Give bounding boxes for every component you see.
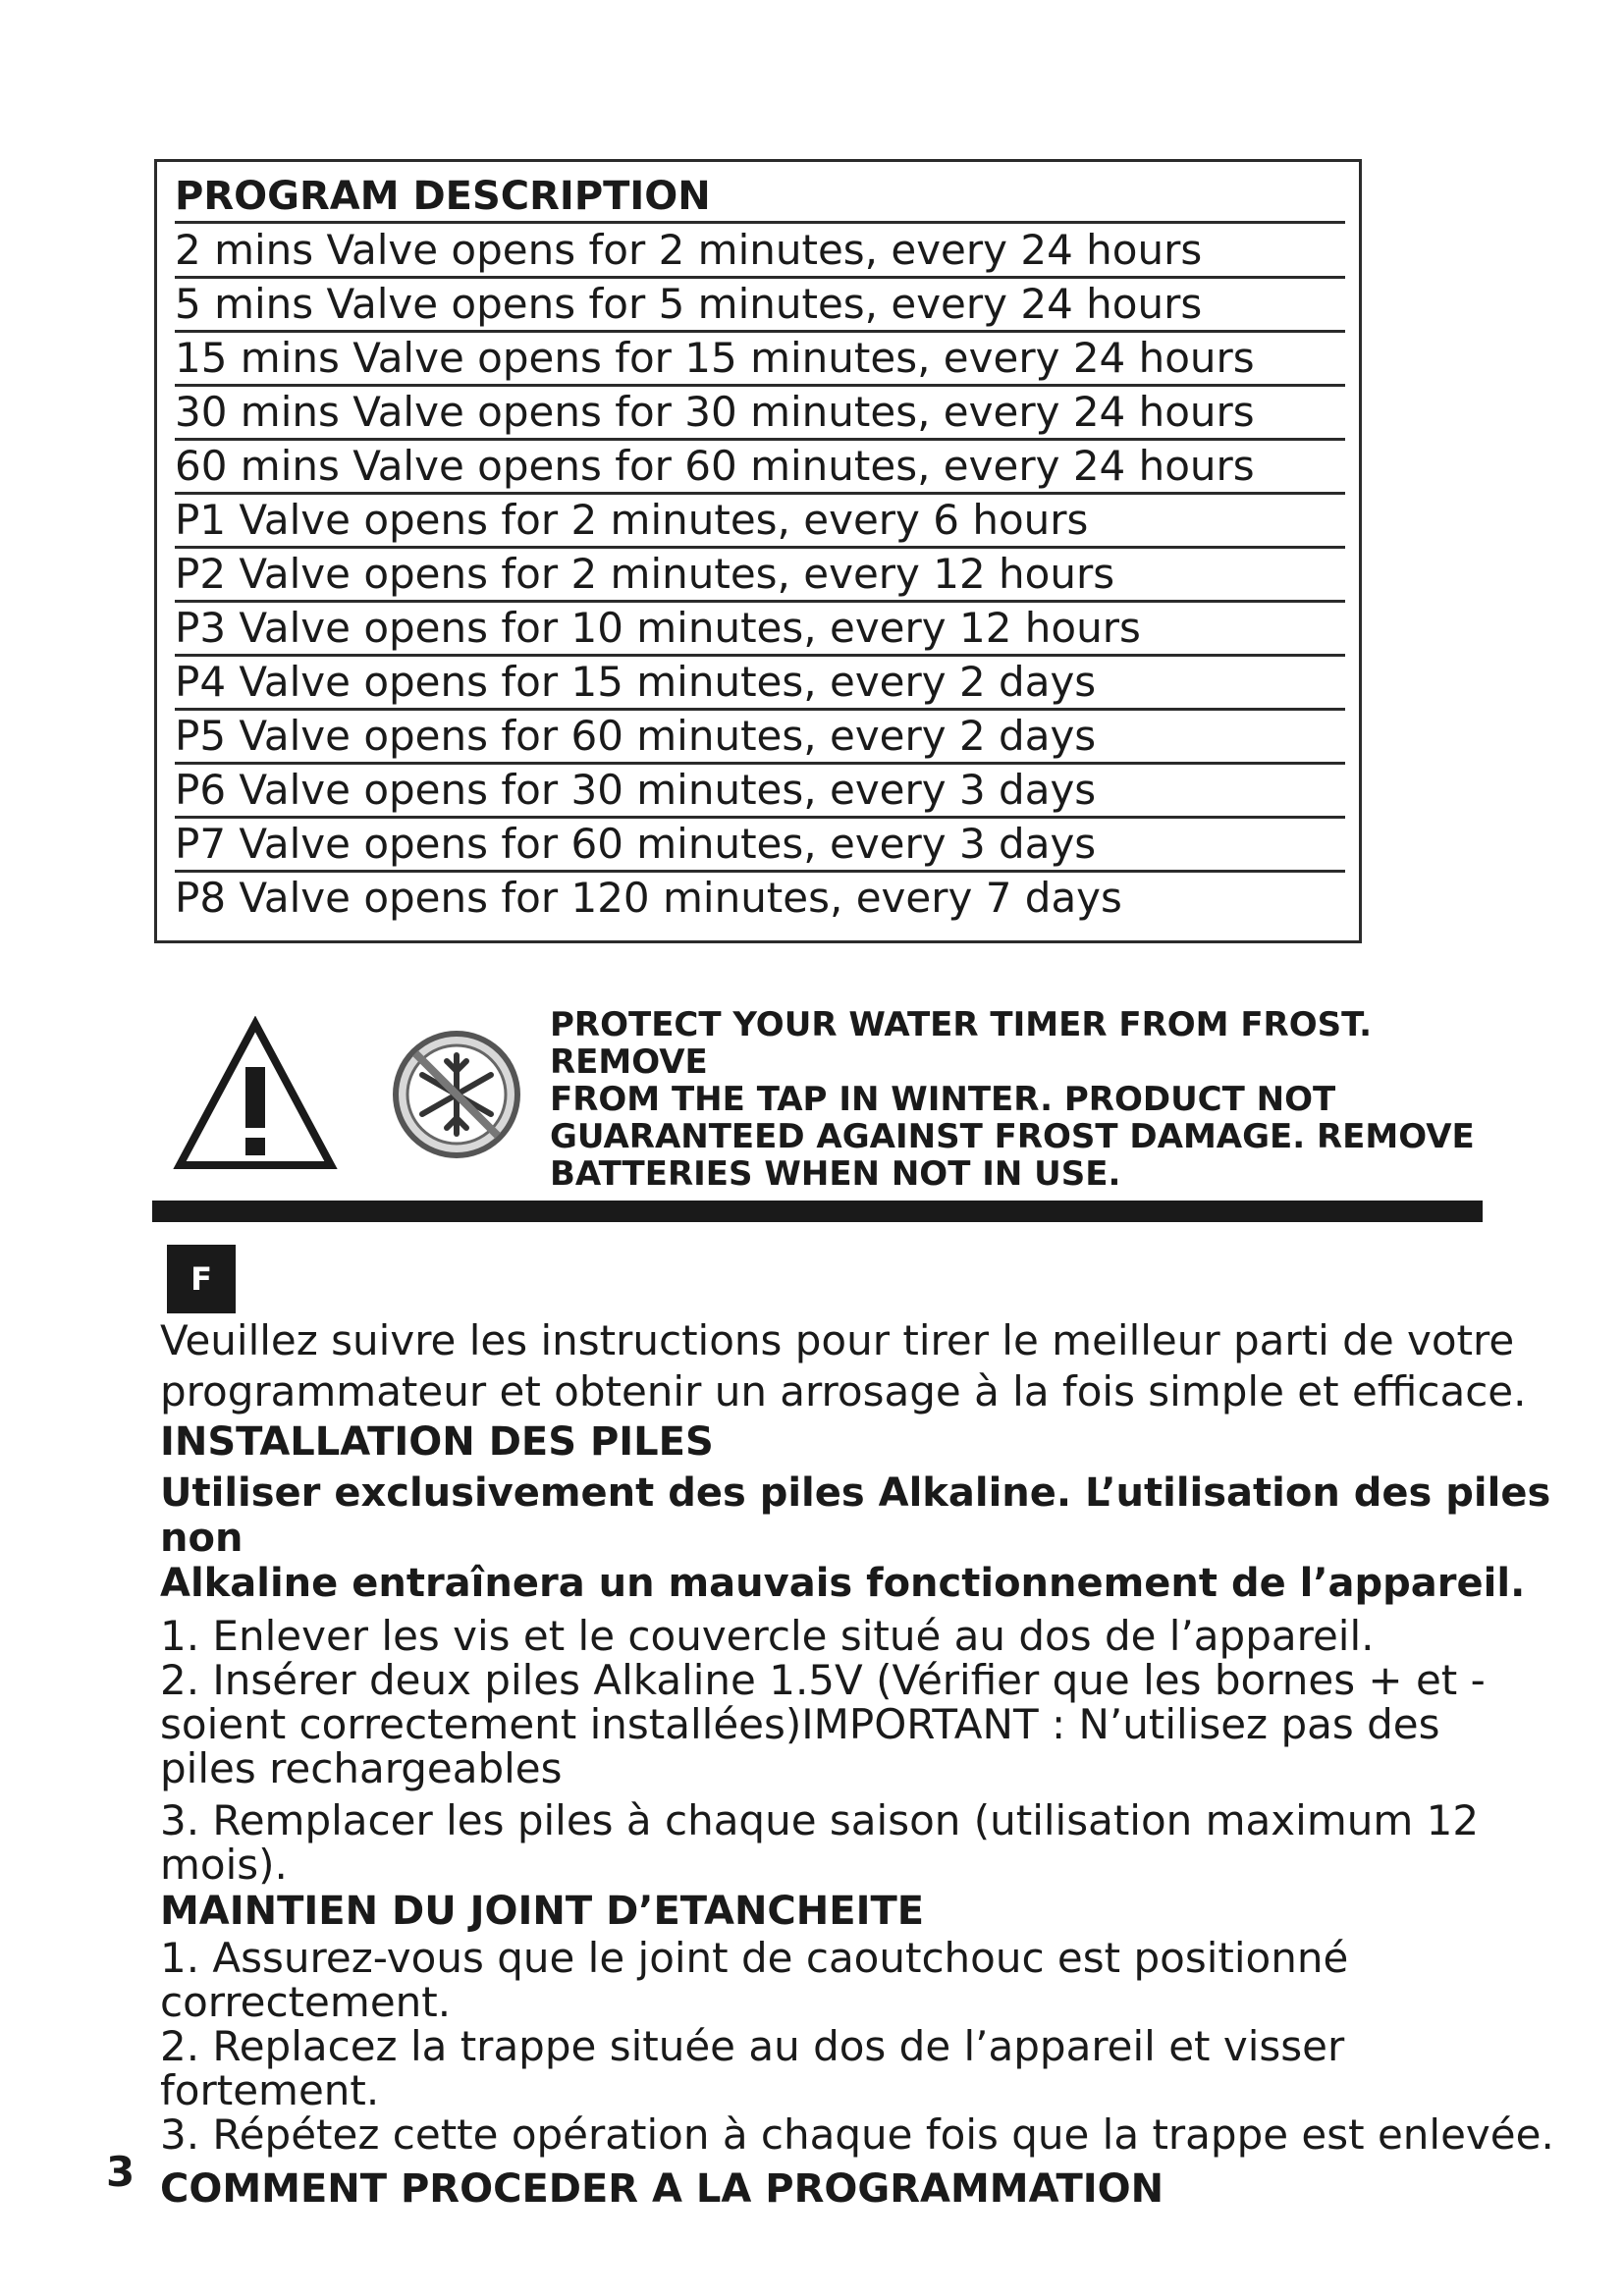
program-row: 30 mins Valve opens for 30 minutes, every 24 hours bbox=[175, 387, 1345, 441]
intro-line: programmateur et obtenir un arrosage à la fois simple et efficace. bbox=[160, 1367, 1527, 1415]
battery-warning bbox=[160, 1470, 1554, 1606]
frost-warning-text bbox=[550, 1006, 1492, 1193]
french-section bbox=[160, 1315, 1554, 2214]
seal-heading: MAINTIEN DU JOINT D’ETANCHEITE bbox=[160, 1889, 925, 1934]
warning-line: PROTECT YOUR WATER TIMER FROM FROST. REMOVE bbox=[550, 1005, 1373, 1082]
program-row: P3 Valve opens for 10 minutes, every 12 hours bbox=[175, 603, 1345, 657]
battery-step: soient correctement installées)IMPORTANT : N’utilisez pas des bbox=[160, 1700, 1440, 1748]
program-row: 5 mins Valve opens for 5 minutes, every 24 hours bbox=[175, 279, 1345, 333]
program-row: P8 Valve opens for 120 minutes, every 7 days bbox=[175, 874, 1122, 922]
battery-step: 2. Insérer deux piles Alkaline 1.5V (Vérifier que les bornes + et - bbox=[160, 1656, 1486, 1704]
intro-line: Veuillez suivre les instructions pour tirer le meilleur parti de votre bbox=[160, 1316, 1515, 1364]
program-row: 2 mins Valve opens for 2 minutes, every 24 hours bbox=[175, 225, 1345, 279]
program-row: P1 Valve opens for 2 minutes, every 6 hours bbox=[175, 495, 1345, 549]
seal-step: 1. Assurez-vous que le joint de caoutchouc est positionné bbox=[160, 1934, 1349, 1982]
battery-step: 3. Remplacer les piles à chaque saison (utilisation maximum 12 mois). bbox=[160, 1796, 1480, 1889]
battery-step: piles rechargeables bbox=[160, 1744, 563, 1792]
program-row: P2 Valve opens for 2 minutes, every 12 hours bbox=[175, 549, 1345, 603]
program-row: P7 Valve opens for 60 minutes, every 3 days bbox=[175, 819, 1345, 873]
battery-heading: INSTALLATION DES PILES bbox=[160, 1419, 714, 1465]
program-row: P5 Valve opens for 60 minutes, every 2 days bbox=[175, 711, 1345, 765]
program-table-title: PROGRAM DESCRIPTION bbox=[175, 174, 1345, 224]
battery-step: 1. Enlever les vis et le couvercle situé au dos de l’appareil. bbox=[160, 1612, 1375, 1660]
seal-step: correctement. bbox=[160, 1978, 452, 2026]
program-row: P4 Valve opens for 15 minutes, every 2 days bbox=[175, 657, 1345, 711]
program-description-table bbox=[154, 159, 1362, 943]
program-row: P6 Valve opens for 30 minutes, every 3 days bbox=[175, 765, 1345, 819]
frost-warning bbox=[172, 1005, 1488, 1194]
battery-warning-line: Utiliser exclusivement des piles Alkaline. L’utilisation des piles non bbox=[160, 1470, 1551, 1561]
page-number: 3 bbox=[106, 2148, 135, 2196]
section-divider bbox=[152, 1201, 1483, 1222]
warning-triangle-icon bbox=[172, 1016, 339, 1173]
warning-line: FROM THE TAP IN WINTER. PRODUCT NOT bbox=[550, 1080, 1336, 1119]
battery-warning-line: Alkaline entraînera un mauvais fonctionnement de l’appareil. bbox=[160, 1561, 1526, 1606]
warning-line: BATTERIES WHEN NOT IN USE. bbox=[550, 1154, 1121, 1194]
program-row: 15 mins Valve opens for 15 minutes, every 24 hours bbox=[175, 333, 1345, 387]
no-frost-icon bbox=[388, 1026, 525, 1163]
program-row: 60 mins Valve opens for 60 minutes, every 24 hours bbox=[175, 441, 1345, 495]
seal-step: 2. Replacez la trappe située au dos de l’appareil et visser fortement. bbox=[160, 2022, 1345, 2114]
language-badge: F bbox=[167, 1245, 236, 1313]
warning-line: GUARANTEED AGAINST FROST DAMAGE. REMOVE bbox=[550, 1117, 1475, 1156]
seal-step: 3. Répétez cette opération à chaque fois que la trappe est enlevée. bbox=[160, 2110, 1554, 2159]
programming-heading: COMMENT PROCEDER A LA PROGRAMMATION bbox=[160, 2166, 1164, 2212]
